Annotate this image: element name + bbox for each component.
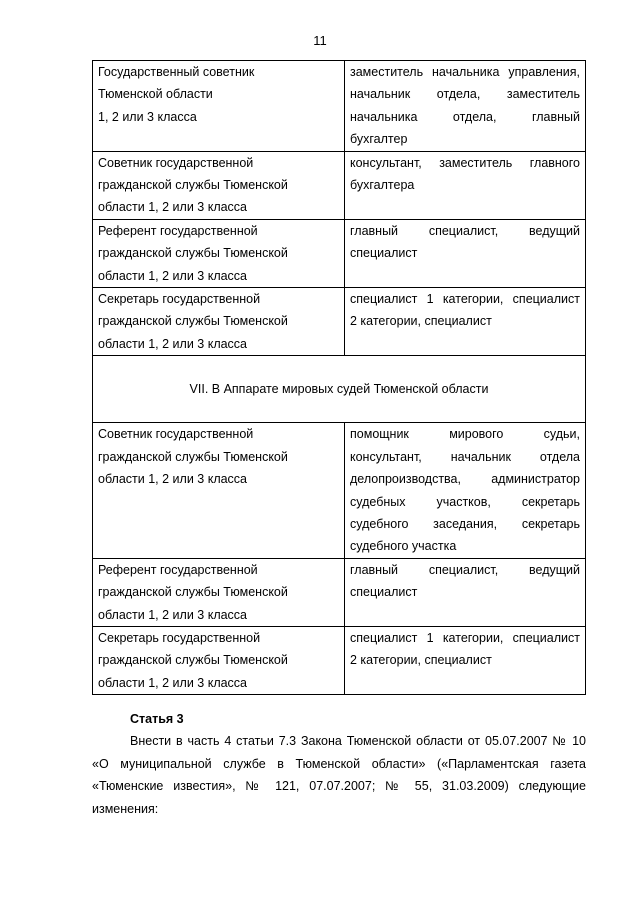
grade-line: области 1, 2 или 3 класса	[98, 268, 248, 283]
position-line: консультант, начальник отдела	[350, 449, 580, 464]
grade-line: гражданской службы Тюменской	[98, 246, 288, 261]
grade-line: Секретарь государственной	[98, 630, 261, 645]
position-cell	[345, 61, 586, 152]
position-line: специалист	[350, 246, 418, 261]
grade-cell	[93, 219, 345, 287]
grade-line: области 1, 2 или 3 класса	[98, 200, 248, 215]
table-body-top	[93, 61, 586, 356]
position-line: специалист 1 категории, специалист	[350, 630, 580, 645]
position-line: заместитель начальника управления,	[350, 65, 580, 79]
positions-table	[92, 60, 586, 695]
position-cell	[345, 423, 586, 558]
grade-line: гражданской службы Тюменской	[98, 653, 288, 668]
grade-line: Референт государственной	[98, 223, 258, 238]
section-row	[93, 356, 586, 423]
grade-line: Советник государственной	[98, 155, 254, 170]
table-row	[93, 219, 586, 287]
grade-line: гражданской службы Тюменской	[98, 178, 288, 193]
position-line: бухгалтера	[350, 178, 415, 193]
table-row	[93, 288, 586, 356]
position-cell	[345, 558, 586, 626]
grade-cell	[93, 558, 345, 626]
position-line: начальника отдела, главный	[350, 109, 580, 124]
article-text: Внести в часть 4 статьи 7.3 Закона Тюменской области от 05.07.2007 № 10 «О муниципальной службе в Тюменской области» («Парламентская газета «Тюменские известия», № 121, 07.07.2007; № 55, 31.03.2009) следующие изменения:	[92, 734, 586, 816]
grade-line: Советник государственной	[98, 427, 254, 442]
grade-line: гражданской службы Тюменской	[98, 585, 288, 600]
grade-cell	[93, 423, 345, 558]
grade-line: гражданской службы Тюменской	[98, 314, 288, 329]
position-cell	[345, 219, 586, 287]
grade-line: гражданской службы Тюменской	[98, 449, 288, 464]
table-row	[93, 626, 586, 694]
table-body-bottom	[93, 423, 586, 695]
position-cell	[345, 626, 586, 694]
grade-line: области 1, 2 или 3 класса	[98, 607, 248, 622]
page-number: 11	[313, 33, 327, 48]
table-row	[93, 423, 586, 558]
grade-line: 1, 2 или 3 класса	[98, 109, 197, 124]
position-line: главный специалист, ведущий	[350, 223, 580, 238]
position-line: специалист 1 категории, специалист	[350, 292, 580, 307]
position-line: главный специалист, ведущий	[350, 562, 580, 577]
grade-cell	[93, 151, 345, 219]
grade-line: области 1, 2 или 3 класса	[98, 472, 248, 487]
position-line: помощник мирового судьи,	[350, 427, 580, 442]
article-block	[92, 708, 586, 820]
position-line: судебного участка	[350, 539, 457, 554]
position-line: начальник отдела, заместитель	[350, 87, 580, 102]
grade-line: области 1, 2 или 3 класса	[98, 675, 248, 690]
position-cell	[345, 151, 586, 219]
position-line: 2 категории, специалист	[350, 653, 492, 668]
position-line: делопроизводства, администратор	[350, 472, 580, 487]
grade-line: Референт государственной	[98, 562, 258, 577]
section-row-group	[93, 356, 586, 423]
grade-cell	[93, 61, 345, 152]
table-row	[93, 61, 586, 152]
table-row	[93, 558, 586, 626]
table-row	[93, 151, 586, 219]
section-title: VII. В Аппарате мировых судей Тюменской области	[93, 356, 586, 423]
article-title: Статья 3	[130, 712, 184, 726]
grade-line: Государственный советник	[98, 65, 255, 79]
position-line: специалист	[350, 585, 418, 600]
grade-line: области 1, 2 или 3 класса	[98, 336, 248, 351]
position-line: 2 категории, специалист	[350, 314, 492, 329]
grade-line: Секретарь государственной	[98, 292, 261, 307]
position-line: бухгалтер	[350, 132, 408, 147]
position-line: консультант, заместитель главного	[350, 155, 580, 170]
position-cell	[345, 288, 586, 356]
grade-cell	[93, 288, 345, 356]
position-line: судебных участков, секретарь	[350, 494, 580, 509]
grade-cell	[93, 626, 345, 694]
grade-line: Тюменской области	[98, 87, 213, 102]
position-line: судебного заседания, секретарь	[350, 516, 580, 531]
